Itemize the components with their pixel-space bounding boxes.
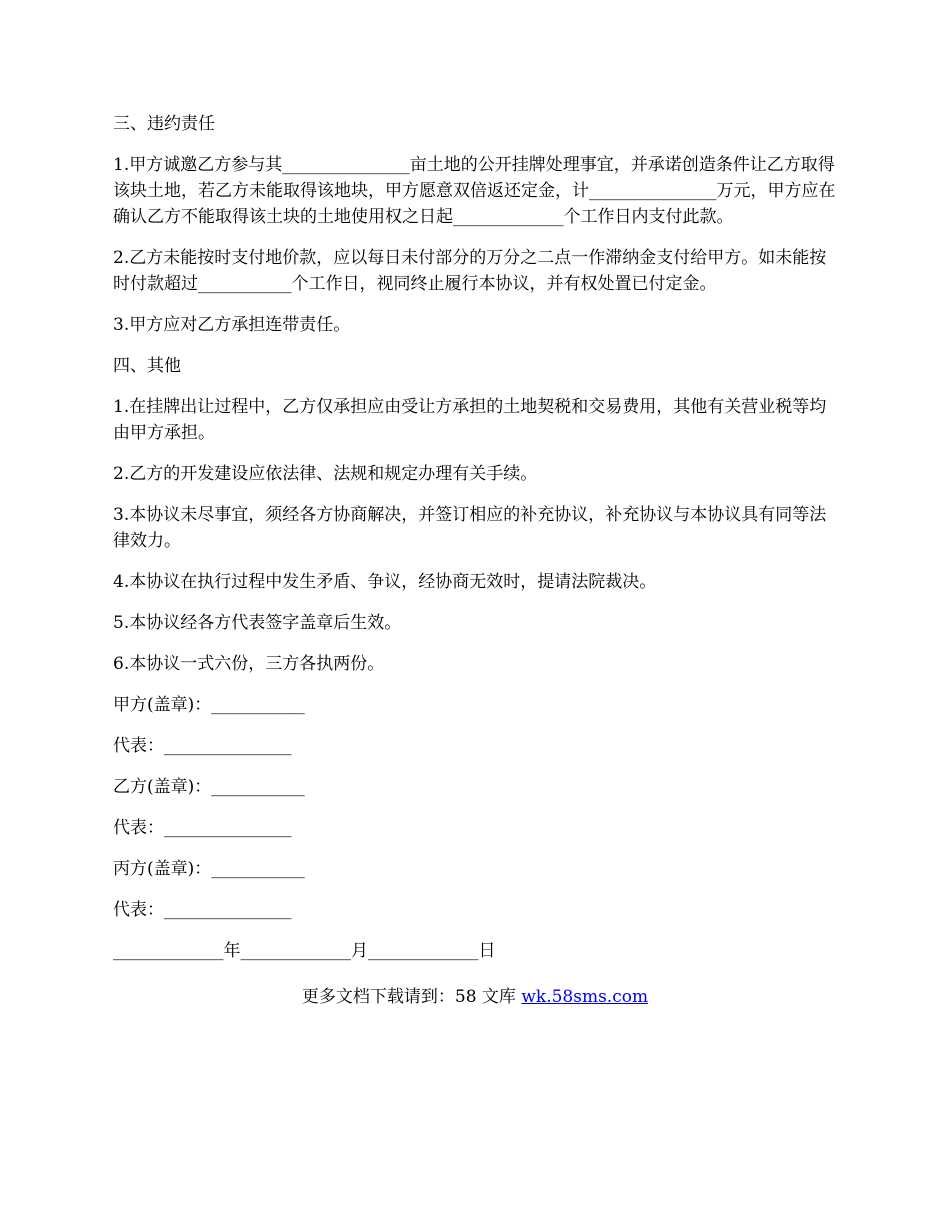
breach-clause-2: 2.乙方未能按时支付地价款，应以每日未付部分的万分之二点一作滞纳金支付给甲方。如未能按时付款超过___________个工作日，视同终止履行本协议，并有权处置已付定金。 — [113, 248, 827, 294]
document-body — [113, 111, 840, 979]
signing-date-line: _____________年_____________月_____________日 — [113, 941, 496, 961]
other-clause-6: 6.本协议一式六份，三方各执两份。 — [113, 654, 385, 674]
other-clause-1: 1.在挂牌出让过程中，乙方仅承担应由受让方承担的土地契税和交易费用，其他有关营业税等均由甲方承担。 — [113, 397, 827, 443]
other-clause-2: 2.乙方的开发建设应依法律、法规和规定办理有关手续。 — [113, 464, 538, 484]
party-b-seal-line: 乙方(盖章)：___________ — [113, 777, 305, 797]
breach-clause-1: 1.甲方诚邀乙方参与其_______________亩土地的公开挂牌处理事宜，并承诺创造条件让乙方取得该块土地，若乙方未能取得该地块，甲方愿意双倍返还定金，计_______________万元，甲方应在确认乙方不能取得该土块的土地使用权之日起_____________个工作日内支付此款。 — [113, 155, 836, 227]
other-clause-5: 5.本协议经各方代表签字盖章后生效。 — [113, 613, 402, 633]
other-clause-4: 4.本协议在执行过程中发生矛盾、争议，经协商无效时，提请法院裁决。 — [113, 572, 657, 592]
party-b-representative-line: 代表：_______________ — [113, 818, 292, 838]
party-c-seal-line: 丙方(盖章)：___________ — [113, 859, 305, 879]
footer-link[interactable]: wk.58sms.com — [521, 987, 649, 1007]
party-a-seal-line: 甲方(盖章)：___________ — [113, 695, 305, 715]
footer-text: 更多文档下载请到：58 文库 — [301, 987, 522, 1007]
download-footer — [0, 984, 950, 1010]
breach-clause-3: 3.甲方应对乙方承担连带责任。 — [113, 315, 351, 335]
section-heading-other: 四、其他 — [113, 356, 181, 376]
party-c-representative-line: 代表：_______________ — [113, 900, 292, 920]
section-heading-breach: 三、违约责任 — [113, 114, 215, 134]
party-a-representative-line: 代表：_______________ — [113, 736, 292, 756]
other-clause-3: 3.本协议未尽事宜，须经各方协商解决，并签订相应的补充协议，补充协议与本协议具有同等法律效力。 — [113, 505, 827, 551]
